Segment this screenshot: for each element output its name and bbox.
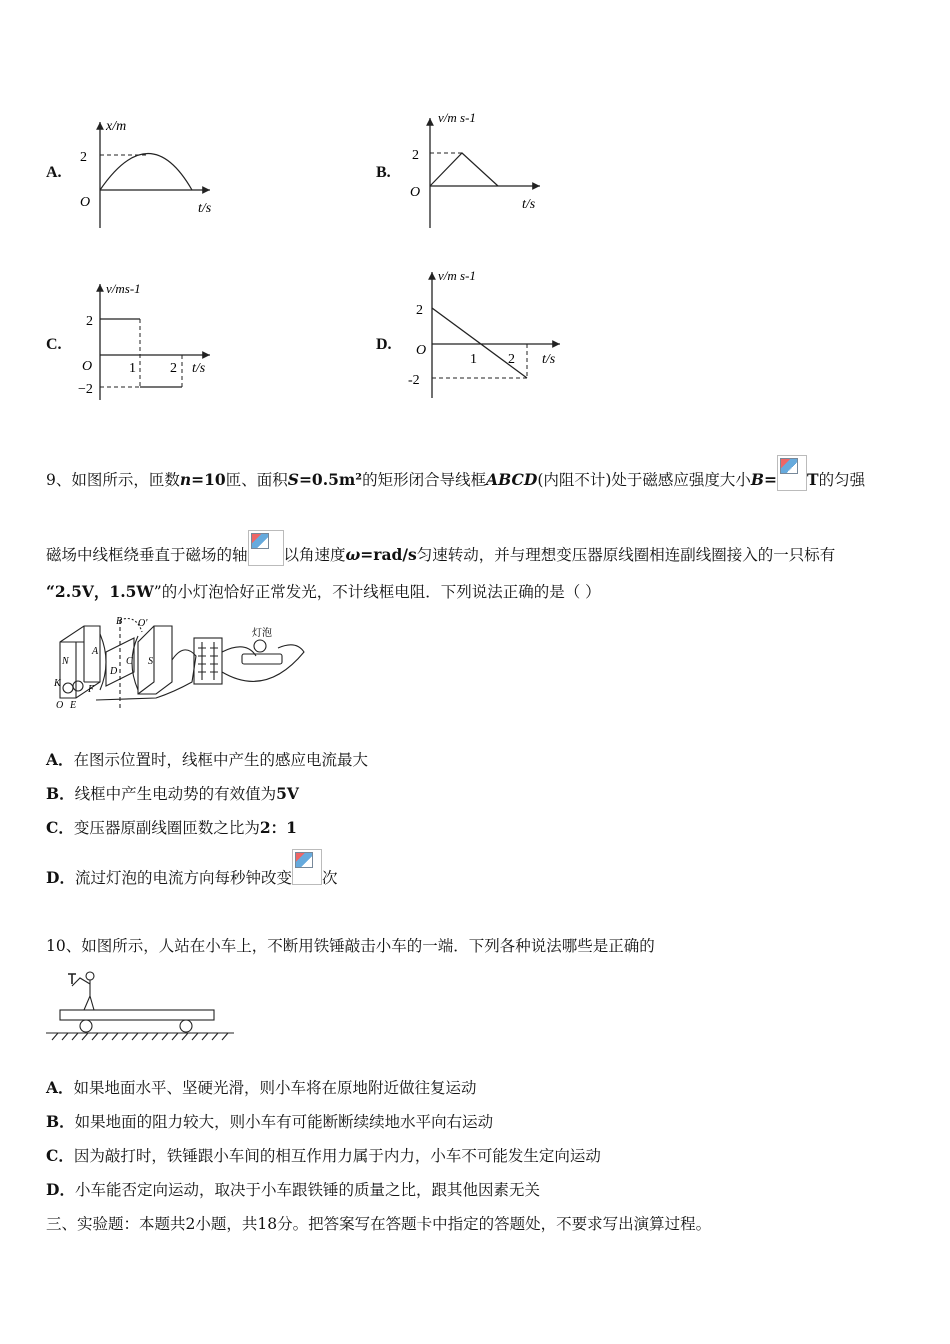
value: =0.5m² bbox=[298, 470, 363, 489]
y-tick: 2 bbox=[80, 150, 87, 165]
count: 2 bbox=[185, 1215, 196, 1233]
text: 9、如图所示，匝数 bbox=[46, 471, 180, 489]
label-b: B bbox=[116, 616, 123, 627]
x-axis-label: t/s bbox=[542, 352, 556, 367]
quote: “ bbox=[46, 582, 55, 601]
x-axis-label: t/s bbox=[192, 361, 206, 376]
wire bbox=[222, 645, 304, 682]
option-letter: B． bbox=[46, 784, 75, 803]
text: 三、实验题：本题共 bbox=[46, 1215, 186, 1233]
slip-ring bbox=[73, 681, 83, 691]
q9-stem-line-2 bbox=[46, 530, 835, 566]
x-tick-2: 2 bbox=[508, 352, 515, 367]
cart-platform bbox=[60, 1010, 214, 1020]
y-tick-positive: 2 bbox=[86, 314, 93, 329]
y-axis-label: v/m s-1 bbox=[438, 268, 476, 283]
q10-option-c bbox=[46, 1144, 601, 1166]
var-omega: ω bbox=[345, 545, 361, 564]
broken-image-icon bbox=[292, 849, 322, 885]
text: 磁场中线框绕垂直于磁场的轴 bbox=[46, 546, 248, 564]
y-tick-negative: -2 bbox=[408, 373, 420, 388]
cart-wheel bbox=[180, 1020, 192, 1032]
label-e: E bbox=[70, 700, 77, 711]
label-d: D bbox=[110, 666, 118, 677]
option-b-graph bbox=[400, 104, 560, 234]
transformer bbox=[194, 638, 222, 684]
option-c-letter: C. bbox=[46, 336, 62, 353]
option-value: 2：1 bbox=[259, 818, 297, 837]
text: (内阻不计)处于磁感应强度大小 bbox=[537, 471, 751, 489]
y-axis-label: v/m s-1 bbox=[438, 110, 476, 125]
option-a-letter: A. bbox=[46, 164, 62, 181]
cart-hammer-figure bbox=[46, 966, 246, 1042]
y-tick-negative: −2 bbox=[78, 382, 93, 397]
text: 的匀强 bbox=[818, 471, 866, 489]
magnet-s bbox=[138, 626, 172, 694]
q9-option-a bbox=[46, 748, 368, 770]
x-axis-label: t/s bbox=[198, 201, 212, 216]
option-letter: D． bbox=[46, 1180, 75, 1199]
option-a-graph bbox=[70, 112, 230, 234]
label-n: N bbox=[62, 656, 69, 667]
option-letter: B． bbox=[46, 1112, 75, 1131]
triangle-line bbox=[430, 153, 498, 186]
y-axis-label: v/ms-1 bbox=[106, 281, 141, 296]
origin-label: O bbox=[82, 359, 93, 374]
q10-option-d bbox=[46, 1178, 540, 1200]
broken-image-icon bbox=[248, 530, 284, 566]
x-axis-label: t/s bbox=[522, 197, 536, 212]
option-text: 变压器原副线圈匝数之比为 bbox=[73, 819, 260, 837]
option-letter: A． bbox=[46, 1078, 74, 1097]
q9-option-d bbox=[46, 866, 337, 888]
option-letter: A． bbox=[46, 750, 74, 769]
option-letter: D． bbox=[46, 868, 75, 887]
label-k: K bbox=[54, 678, 61, 689]
pole-face-s bbox=[132, 636, 138, 690]
text: 以角速度 bbox=[283, 546, 346, 564]
var-n: n bbox=[179, 470, 192, 489]
text: 匀速转动，并与理想变压器原线圈相连副线圈接入的一只标有 bbox=[416, 546, 836, 564]
y-tick-positive: 2 bbox=[416, 303, 423, 318]
text: 匝、面积 bbox=[225, 471, 288, 489]
text: 分。把答案写在答题卡中指定的答题处，不要求写出演算过程。 bbox=[277, 1215, 712, 1233]
lamp-bulb bbox=[254, 640, 266, 652]
option-d-letter: D. bbox=[376, 336, 392, 353]
transformer-coils bbox=[198, 648, 218, 672]
x-tick-1: 1 bbox=[470, 352, 477, 367]
q9-option-c bbox=[46, 816, 297, 838]
broken-image-icon bbox=[777, 455, 807, 491]
unit-t: T bbox=[807, 470, 819, 489]
option-b-letter: B. bbox=[376, 164, 391, 181]
parabola-curve bbox=[100, 154, 192, 191]
origin-label: O bbox=[410, 185, 421, 200]
origin-label: O bbox=[80, 195, 91, 210]
label-lamp: 灯泡 bbox=[252, 628, 272, 639]
q10-option-a bbox=[46, 1076, 477, 1098]
option-text: 小车能否定向运动，取决于小车跟铁锤的质量之比，跟其他因素无关 bbox=[74, 1181, 540, 1199]
linear-line bbox=[432, 308, 527, 378]
generator-circuit-figure bbox=[46, 612, 308, 712]
label-o-prime: O' bbox=[138, 618, 148, 629]
var-abcd: ABCD bbox=[486, 470, 538, 489]
pole-face-n bbox=[100, 634, 106, 690]
q9-option-b bbox=[46, 782, 299, 804]
rating: 2.5V，1.5W bbox=[54, 582, 154, 601]
label-o: O bbox=[56, 700, 64, 711]
var-b: B bbox=[750, 470, 765, 489]
option-value: 5V bbox=[276, 784, 299, 803]
option-letter: C． bbox=[46, 1146, 74, 1165]
person-head bbox=[86, 972, 94, 980]
lamp-base bbox=[242, 654, 282, 664]
score: 18 bbox=[257, 1215, 278, 1233]
x-tick-2: 2 bbox=[170, 361, 177, 376]
x-tick-1: 1 bbox=[129, 361, 136, 376]
value: =10 bbox=[191, 470, 226, 489]
option-tail: 次 bbox=[321, 869, 338, 887]
option-c-graph bbox=[70, 276, 230, 406]
option-d-graph bbox=[400, 262, 580, 402]
ground-hatching bbox=[52, 1033, 228, 1040]
label-s: S bbox=[148, 656, 153, 667]
label-a: A bbox=[92, 646, 99, 657]
option-text: 在图示位置时，线框中产生的感应电流最大 bbox=[73, 751, 369, 769]
option-text: 流过灯泡的电流方向每秒钟改变 bbox=[74, 869, 292, 887]
y-tick: 2 bbox=[412, 148, 419, 163]
y-axis-label: x/m bbox=[106, 119, 127, 134]
option-letter: C． bbox=[46, 818, 74, 837]
option-text: 如果地面的阻力较大，则小车有可能断断续续地水平向右运动 bbox=[74, 1113, 494, 1131]
text: 小题，共 bbox=[195, 1215, 258, 1233]
equals: = bbox=[764, 470, 778, 489]
label-f: F bbox=[88, 684, 95, 695]
q9-stem-line-1 bbox=[46, 455, 865, 491]
label-c: C bbox=[126, 656, 133, 667]
option-text: 如果地面水平、坚硬光滑，则小车将在原地附近做往复运动 bbox=[73, 1079, 477, 1097]
value: =rad/s bbox=[360, 545, 417, 564]
text: 的矩形闭合导线框 bbox=[362, 471, 487, 489]
option-text: 线框中产生电动势的有效值为 bbox=[74, 785, 277, 803]
text: ”的小灯泡恰好正常发光，不计线框电阻．下列说法正确的是（ ） bbox=[153, 583, 601, 601]
person-body bbox=[72, 978, 94, 1010]
option-text: 因为敲打时，铁锤跟小车间的相互作用力属于内力，小车不可能发生定向运动 bbox=[73, 1147, 601, 1165]
origin-label: O bbox=[416, 343, 427, 358]
cart-wheel bbox=[80, 1020, 92, 1032]
q10-stem: 10、如图所示，人站在小车上，不断用铁锤敲击小车的一端．下列各种说法哪些是正确的 bbox=[46, 937, 655, 955]
section-3-heading bbox=[46, 1212, 711, 1234]
slip-ring bbox=[63, 683, 73, 693]
q9-stem-line-3 bbox=[46, 580, 601, 602]
q10-option-b bbox=[46, 1110, 493, 1132]
var-s: S bbox=[287, 470, 299, 489]
